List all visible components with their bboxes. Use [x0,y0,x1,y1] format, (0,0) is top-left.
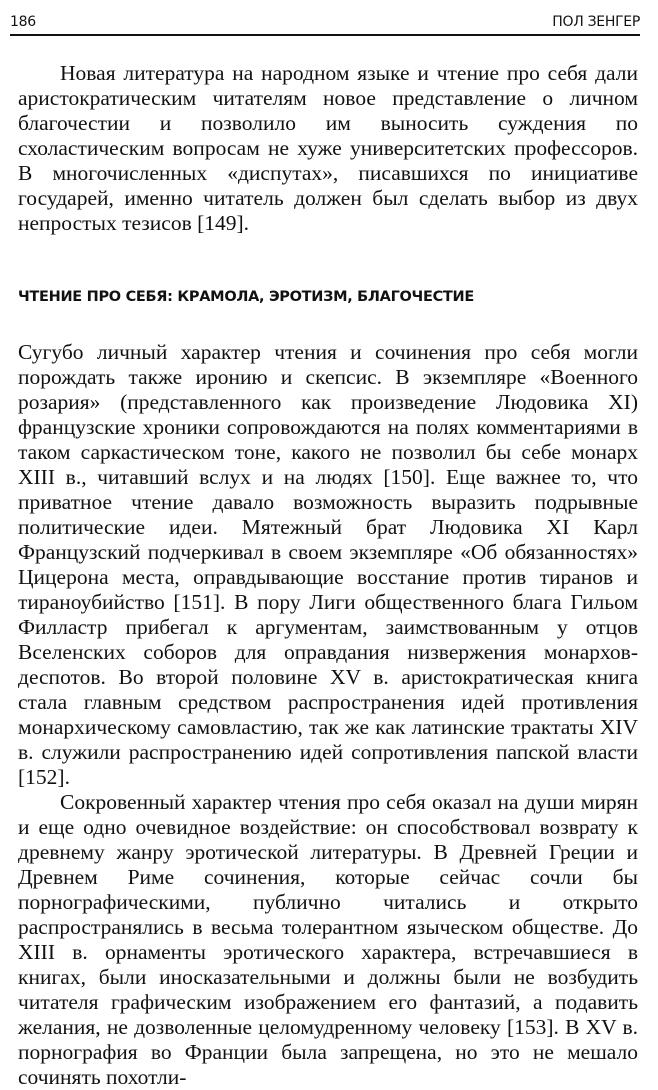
section-body [18,340,638,1090]
section-heading: ЧТЕНИЕ ПРО СЕБЯ: КРАМОЛА, ЭРОТИЗМ, БЛАГОЧЕСТИЕ [18,289,474,305]
page-number: 186 [10,14,36,30]
section-paragraph-2: Сокровенный характер чтения про себя оказал на души мирян и еще одно очевидное воздействие: он способствовал возврату к древнему жанру эротической литературы. В Древней Греции и Древнем Риме сочинения, которые сейчас сочли бы порнографическими, публично читались и открыто распространялись в весьма толерантном языческом обществе. До XIII в. орнаменты эротического характера, встречавшиеся в книгах, были иносказательными и должны были не возбудить читателя графическим изображением его фантазий, а подавить желания, не дозволенные целомудренному человеку [153]. В XV в. порнография во Франции была запрещена, но это не мешало сочинять похотли- [18,790,638,1089]
page-header [10,12,640,36]
intro-paragraph: Новая литература на народном языке и чтение про себя дали аристократическим читателям новое представление о личном благочестии и позволило им выносить суждения по схоластическим вопросам не хуже университетских профессоров. В многочисленных «диспутах», писавшихся по инициативе государей, именно читатель должен был сделать выбор из двух непростых тезисов [149]. [18,61,638,235]
running-head: ПОЛ ЗЕНГЕР [552,14,640,30]
section-paragraph-1: Сугубо личный характер чтения и сочинения про себя могли порождать также иронию и скепсис. В экземпляре «Военного розария» (представленного как произведение Людовика XI) французские хроники сопровождаются на полях комментариями в таком саркастическом тоне, какого не позволил бы себе монарх XIII в., читавший вслух и на людях [150]. Еще важнее то, что приватное чтение давало возможность выразить подрывные политические идеи. Мятежный брат Людовика XI Карл Французский подчеркивал в своем экземпляре «Об обязанностях» Цицерона места, оправдывающие восстание против тиранов и тираноубийство [151]. В пору Лиги общественного блага Гильом Филластр прибегал к аргументам, заимствованным у отцов Вселенских соборов для оправдания низвержения монархов-деспотов. Во второй половине XV в. аристократическая книга стала главным средством распространения идей противления монархическому самовластию, так же как латинские трактаты XIV в. служили распространению идей сопротивления папской власти [152]. [18,340,638,789]
intro-paragraph-block [18,61,638,236]
